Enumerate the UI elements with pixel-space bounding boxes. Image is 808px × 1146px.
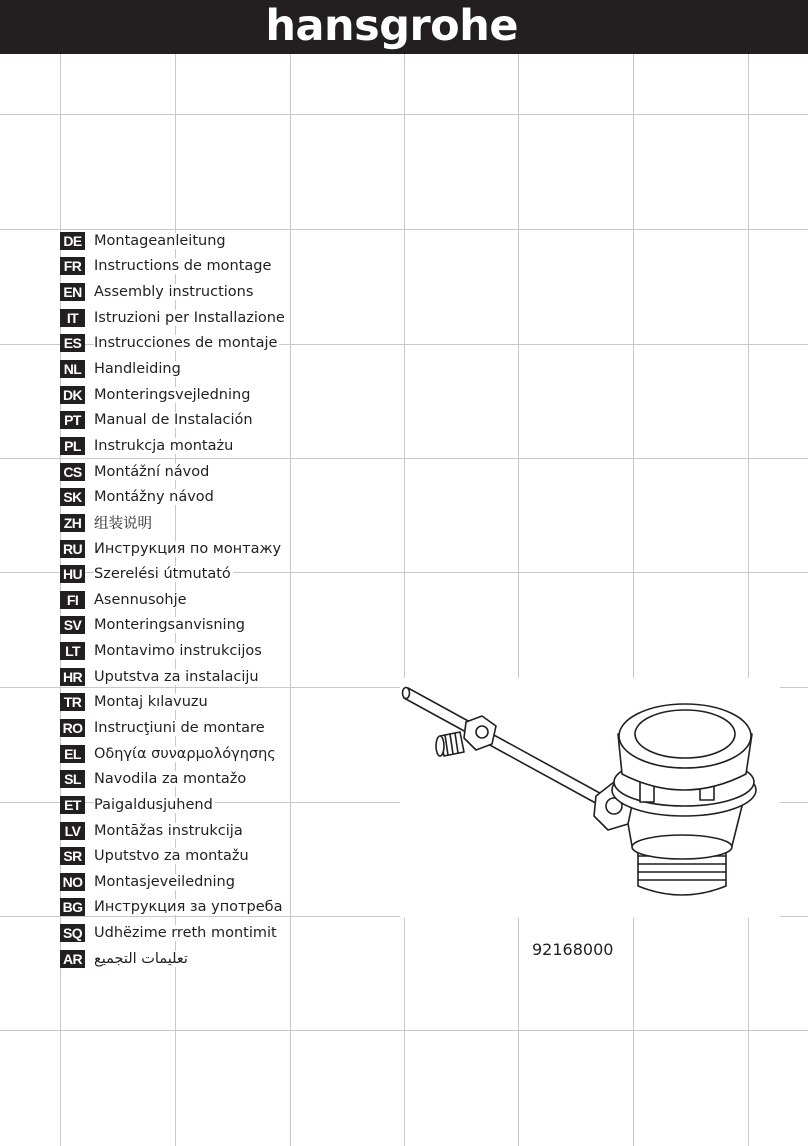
language-title: Manual de Instalación — [94, 412, 253, 429]
language-item — [60, 664, 287, 690]
language-title: 组装说明 — [94, 512, 154, 533]
language-code-badge: LT — [60, 642, 85, 660]
language-item — [60, 818, 287, 844]
language-code-badge: HR — [60, 668, 85, 686]
language-code-badge: FI — [60, 591, 85, 609]
language-code-badge: LV — [60, 822, 85, 840]
language-item — [60, 459, 287, 485]
waste-valve-drawing — [400, 678, 780, 918]
language-code-badge: PT — [60, 411, 85, 429]
language-title: Инструкция за употреба — [94, 899, 283, 916]
language-title: Инструкция по монтажу — [94, 540, 282, 557]
language-item — [60, 843, 287, 869]
language-item — [60, 587, 287, 613]
language-title: Istruzioni per Installazione — [94, 309, 285, 326]
language-title: تعليمات التجميع — [94, 950, 188, 967]
language-code-badge: NL — [60, 360, 85, 378]
language-item — [60, 382, 287, 408]
language-item — [60, 433, 287, 459]
language-code-badge: SL — [60, 770, 85, 788]
language-title: Handleiding — [94, 361, 181, 378]
language-item — [60, 356, 287, 382]
language-item — [60, 920, 287, 946]
language-title: Udhëzime rreth montimit — [94, 925, 277, 942]
language-code-badge: EN — [60, 283, 85, 301]
language-code-badge: PL — [60, 437, 85, 455]
language-item — [60, 741, 287, 767]
language-title: Montageanleitung — [94, 232, 226, 249]
language-title: Assembly instructions — [94, 284, 254, 301]
language-title: Montaj kılavuzu — [94, 694, 208, 711]
language-list — [60, 228, 287, 972]
language-title: Οδηγία συναρμολόγησης — [94, 745, 276, 762]
language-title: Uputstvo za montažu — [94, 848, 249, 865]
language-code-badge: FR — [60, 257, 85, 275]
language-item — [60, 331, 287, 357]
language-item — [60, 510, 287, 536]
language-code-badge: RO — [60, 719, 85, 737]
product-number: 92168000 — [532, 940, 614, 959]
language-title: Uputstva za instalaciju — [94, 668, 259, 685]
language-title: Montážny návod — [94, 489, 214, 506]
language-code-badge: SR — [60, 847, 85, 865]
language-code-badge: SK — [60, 488, 85, 506]
language-title: Montāžas instrukcija — [94, 822, 243, 839]
language-code-badge: SV — [60, 616, 85, 634]
language-item — [60, 613, 287, 639]
language-title: Monteringsanvisning — [94, 617, 245, 634]
brand-logo: hansgrohe — [265, 1, 518, 51]
language-code-badge: ZH — [60, 514, 85, 532]
language-item — [60, 536, 287, 562]
brand-header — [0, 0, 808, 54]
language-title: Monteringsvejledning — [94, 386, 251, 403]
language-title: Montasjeveiledning — [94, 873, 235, 890]
language-title: Montavimo instrukcijos — [94, 643, 262, 660]
language-item — [60, 305, 287, 331]
language-item — [60, 484, 287, 510]
language-item — [60, 690, 287, 716]
language-item — [60, 561, 287, 587]
language-title: Montážní návod — [94, 463, 210, 480]
language-title: Instrucţiuni de montare — [94, 719, 265, 736]
language-item — [60, 869, 287, 895]
language-item — [60, 792, 287, 818]
language-code-badge: TR — [60, 693, 85, 711]
language-title: Instructions de montage — [94, 258, 272, 275]
language-code-badge: AR — [60, 950, 85, 968]
language-code-badge: HU — [60, 565, 85, 583]
language-code-badge: BG — [60, 898, 85, 916]
language-code-badge: EL — [60, 745, 85, 763]
language-code-badge: ES — [60, 334, 85, 352]
language-item — [60, 638, 287, 664]
language-code-badge: RU — [60, 540, 85, 558]
language-item — [60, 766, 287, 792]
language-code-badge: DK — [60, 386, 85, 404]
language-title: Szerelési útmutató — [94, 566, 231, 583]
language-title: Instrucciones de montaje — [94, 335, 278, 352]
language-code-badge: DE — [60, 232, 85, 250]
language-code-badge: SQ — [60, 924, 85, 942]
language-code-badge: IT — [60, 309, 85, 327]
language-item — [60, 715, 287, 741]
language-title: Navodila za montažo — [94, 771, 247, 788]
language-title: Asennusohje — [94, 591, 187, 608]
language-item — [60, 407, 287, 433]
language-code-badge: NO — [60, 873, 85, 891]
language-item — [60, 254, 287, 280]
language-item — [60, 895, 287, 921]
language-code-badge: ET — [60, 796, 85, 814]
language-title: Instrukcja montażu — [94, 437, 234, 454]
language-title: Paigaldusjuhend — [94, 796, 213, 813]
language-code-badge: CS — [60, 463, 85, 481]
language-item — [60, 228, 287, 254]
language-item — [60, 946, 287, 972]
language-item — [60, 279, 287, 305]
